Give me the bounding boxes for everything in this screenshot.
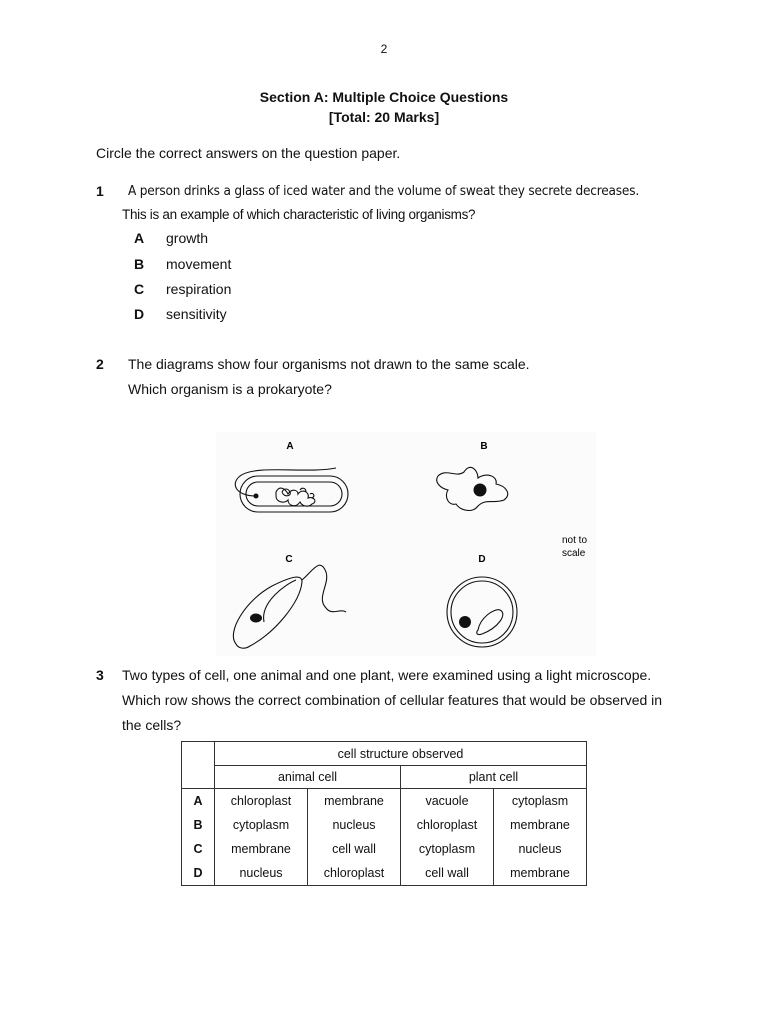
organisms-figure [216, 432, 596, 656]
q1-option-a-text[interactable]: growth [166, 230, 209, 246]
q1-option-b-text[interactable]: movement [166, 256, 232, 272]
table-cell: membrane [215, 837, 308, 861]
question-2-number: 2 [96, 356, 104, 372]
table-cell: membrane [494, 813, 587, 837]
question-2-prompt: Which organism is a prokaryote? [128, 381, 332, 397]
table-row-c[interactable] [182, 837, 587, 861]
section-total: [Total: 20 Marks] [328, 109, 440, 125]
question-3-number: 3 [96, 667, 104, 683]
section-title: Section A: Multiple Choice Questions [259, 89, 509, 105]
table-cell: nucleus [494, 837, 587, 861]
table-header-title: cell structure observed [215, 742, 587, 766]
question-3-prompt-line1: Which row shows the correct combination of cellular features that would be observed in [122, 692, 663, 708]
question-1-number: 1 [96, 183, 104, 199]
page-number: 2 [380, 42, 388, 56]
table-cell: cytoplasm [401, 837, 494, 861]
q1-option-a-letter[interactable]: A [134, 230, 145, 246]
table-cell: cytoplasm [215, 813, 308, 837]
figure-note-line2: scale [562, 548, 586, 559]
q1-option-c-text[interactable]: respiration [166, 281, 232, 297]
figure-label-c: C [285, 554, 293, 565]
row-label[interactable]: C [182, 837, 215, 861]
table-cell: cell wall [308, 837, 401, 861]
cell-structure-table [181, 741, 587, 886]
table-cell: membrane [308, 789, 401, 814]
table-cell: vacuole [401, 789, 494, 814]
q1-option-b-letter[interactable]: B [134, 256, 145, 272]
table-header-animal: animal cell [215, 766, 401, 789]
table-cell: chloroplast [215, 789, 308, 814]
table-cell: membrane [494, 861, 587, 886]
figure-label-b: B [480, 441, 488, 452]
table-cell: chloroplast [401, 813, 494, 837]
q1-option-c-letter[interactable]: C [134, 281, 145, 297]
table-cell: chloroplast [308, 861, 401, 886]
table-cell: nucleus [308, 813, 401, 837]
section-heading [0, 87, 768, 127]
table-row-b[interactable] [182, 813, 587, 837]
question-1-prompt: This is an example of which characteristic of living organisms? [122, 207, 476, 222]
row-label[interactable]: A [182, 789, 215, 814]
figure-label-d: D [478, 554, 486, 565]
instruction: Circle the correct answers on the question paper. [96, 145, 401, 161]
table-corner [182, 742, 215, 789]
row-label[interactable]: D [182, 861, 215, 886]
question-2-text: The diagrams show four organisms not drawn to the same scale. [128, 356, 530, 372]
figure-note-line1: not to [562, 535, 588, 546]
table-cell: cytoplasm [494, 789, 587, 814]
q1-option-d-letter[interactable]: D [134, 306, 145, 322]
row-label[interactable]: B [182, 813, 215, 837]
table-row-a[interactable] [182, 789, 587, 814]
q1-option-d-text[interactable]: sensitivity [166, 306, 227, 322]
table-cell: nucleus [215, 861, 308, 886]
figure-label-a: A [286, 441, 294, 452]
question-1-text: A person drinks a glass of iced water and the volume of sweat they secrete decreases. [128, 183, 639, 199]
question-3-prompt-line2: the cells? [122, 717, 182, 733]
table-cell: cell wall [401, 861, 494, 886]
table-header-plant: plant cell [401, 766, 587, 789]
table-row-d[interactable] [182, 861, 587, 886]
question-3-text: Two types of cell, one animal and one plant, were examined using a light microscope. [122, 667, 652, 683]
